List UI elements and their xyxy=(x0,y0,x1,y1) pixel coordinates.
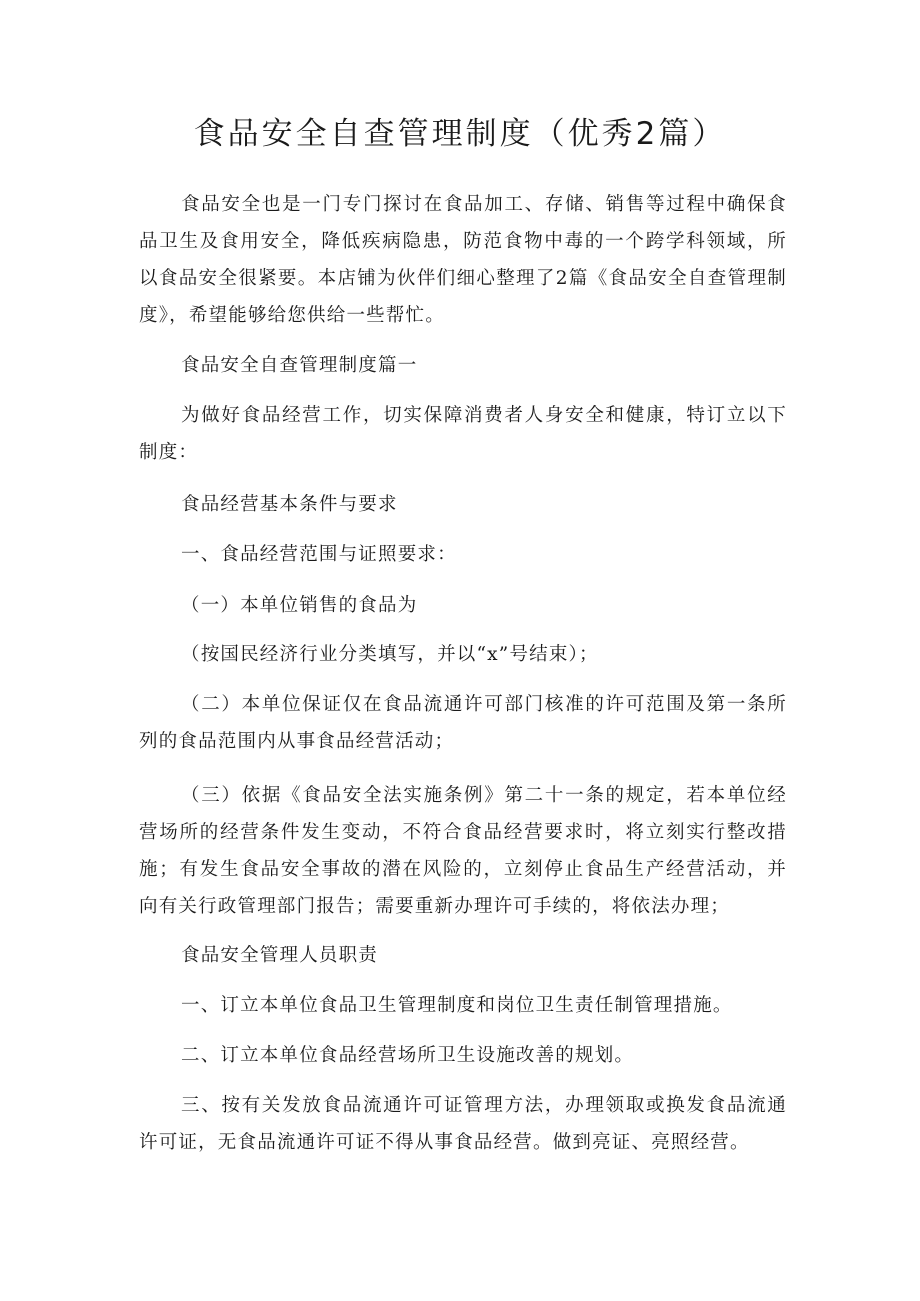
intro-paragraph: 食品安全也是一门专门探讨在食品加工、存储、销售等过程中确保食品卫生及食用安全，降低疾病隐患，防范食物中毒的一个跨学科领域，所以食品安全很紧要。本店铺为伙伴们细心整理了2篇《食品安全自查管理制度》，希望能够给您供给一些帮忙。 xyxy=(139,194,787,326)
subheading-manager-duties: 食品安全管理人员职责 xyxy=(181,945,379,966)
paragraph-item-3: （三）依据《食品安全法实施条例》第二十一条的规定，若本单位经营场所的经营条件发生变动，不符合食品经营要求时，将立刻实行整改措施；有发生食品安全事故的潜在风险的，立刻停止食品生产经营活动，并向有关行政管理部门报告；需要重新办理许可手续的，将依法办理； xyxy=(139,785,787,917)
paragraph-purpose: 为做好食品经营工作，切实保障消费者人身安全和健康，特订立以下制度： xyxy=(139,405,787,463)
paragraph-item-2: （二）本单位保证仅在食品流通许可部门核准的许可范围及第一条所列的食品范围内从事食品经营活动； xyxy=(139,694,787,752)
section-heading-part-one: 食品安全自查管理制度篇一 xyxy=(181,355,418,376)
subheading-basic-conditions: 食品经营基本条件与要求 xyxy=(181,494,398,515)
paragraph-item-1: （一）本单位销售的食品为 xyxy=(181,595,418,616)
document-title: 食品安全自查管理制度（优秀2篇） xyxy=(193,116,727,152)
duty-item-1: 一、订立本单位食品卫生管理制度和岗位卫生责任制管理措施。 xyxy=(181,995,733,1016)
duty-item-2: 二、订立本单位食品经营场所卫生设施改善的规划。 xyxy=(181,1045,635,1066)
paragraph-item-1-note: （按国民经济行业分类填写，并以“x”号结束）； xyxy=(181,644,599,665)
duty-item-3: 三、按有关发放食品流通许可证管理方法，办理领取或换发食品流通许可证，无食品流通许可证不得从事食品经营。做到亮证、亮照经营。 xyxy=(139,1095,787,1153)
paragraph-scope-heading: 一、食品经营范围与证照要求： xyxy=(181,544,457,565)
